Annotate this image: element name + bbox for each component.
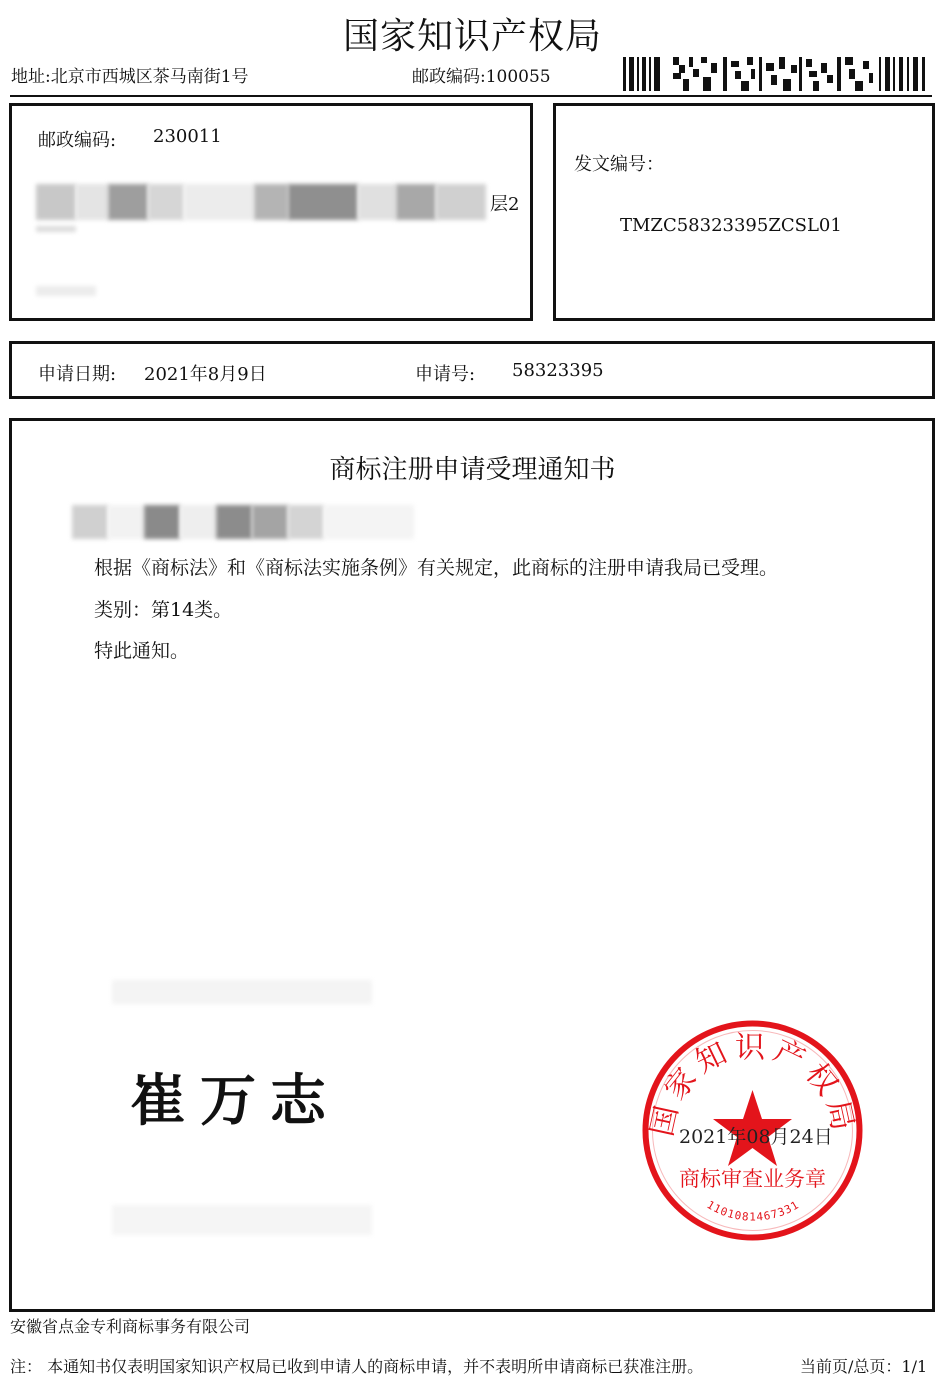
- notice-category: 类别：第14类。: [94, 599, 233, 621]
- dispatch-box: [553, 103, 935, 321]
- office-postal-code: 邮政编码:100055: [412, 67, 551, 87]
- signature-text: 崔万志: [130, 1069, 340, 1134]
- dispatch-label: 发文编号：: [574, 154, 664, 175]
- recipient-box: [9, 103, 533, 321]
- seal-code: 1101081467331: [704, 1198, 802, 1224]
- document-title: 国家知识产权局: [342, 16, 602, 57]
- issue-date: 2021年08月24日: [679, 1126, 833, 1148]
- redacted-line: [112, 1205, 372, 1235]
- notice-title: 商标注册申请受理通知书: [329, 455, 616, 485]
- footer-note: 注： 本通知书仅表明国家知识产权局已收到申请人的商标申请，并不表明所申请商标已获准注册。: [10, 1357, 704, 1376]
- recipient-address-fragment: 层2: [490, 194, 520, 215]
- application-number: 58323395: [512, 360, 604, 381]
- seal-dept-text: 商标审查业务章: [679, 1167, 826, 1191]
- application-date: 2021年8月9日: [144, 364, 267, 385]
- application-info-bar: [9, 341, 935, 399]
- signature-image: [130, 1066, 360, 1136]
- application-number-label: 申请号:: [415, 364, 476, 385]
- notice-body: 根据《商标法》和《商标法实施条例》有关规定，此商标的注册申请我局已受理。: [94, 557, 779, 579]
- application-date-label: 申请日期:: [38, 364, 117, 385]
- header-divider: [10, 95, 932, 97]
- svg-text:1101081467331: [704, 1198, 801, 1224]
- office-address: 地址:北京市西城区茶马南街1号: [11, 67, 249, 87]
- recipient-postal-label: 邮政编码:: [38, 130, 117, 151]
- notice-closing: 特此通知。: [94, 640, 190, 662]
- recipient-postal-code: 230011: [153, 126, 222, 147]
- seal-org-text: 国家知识产权局: [644, 1030, 862, 1140]
- agency-name: 安徽省点金专利商标事务有限公司: [10, 1317, 251, 1336]
- page-indicator: 当前页/总页：1/1: [800, 1357, 928, 1376]
- redacted-line: [112, 980, 372, 1004]
- dispatch-number: TMZC58323395ZCSL01: [620, 215, 842, 236]
- barcode-icon: [623, 57, 928, 91]
